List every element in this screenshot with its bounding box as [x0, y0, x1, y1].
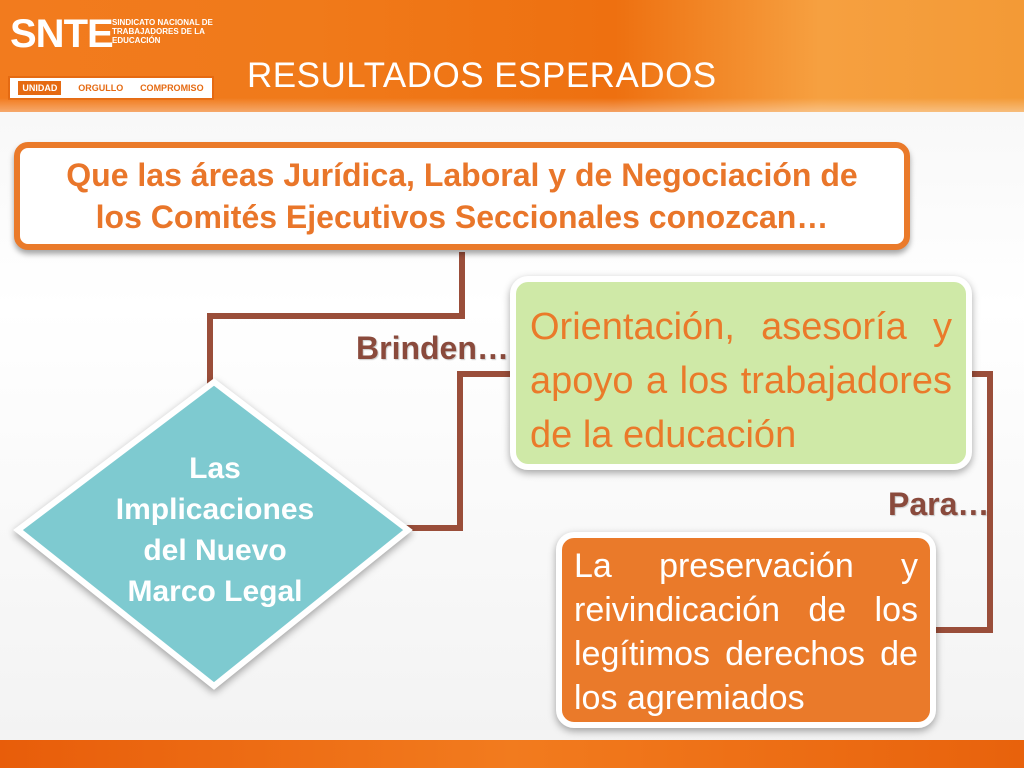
top-statement-box: Que las áreas Jurídica, Laboral y de Negociación de los Comités Ejecutivos Seccionales conozcan… [14, 142, 910, 250]
logo-subtitle: SINDICATO NACIONAL DE TRABAJADORES DE LA EDUCACIÓN [112, 18, 213, 45]
diamond-label: Las Implicaciones del Nuevo Marco Legal [115, 452, 315, 608]
logo-main-text: SNTE [10, 12, 113, 56]
motto-unidad: UNIDAD [18, 81, 61, 95]
orientation-box: Orientación, asesoría y apoyo a los trabajadores de la educación [510, 276, 972, 470]
label-brinden: Brinden… [356, 330, 509, 366]
motto-orgullo: ORGULLO [78, 83, 124, 93]
label-para: Para… [888, 486, 990, 522]
connector-diamond-to-green [402, 374, 512, 528]
footer-bar [0, 740, 1024, 768]
slide-title: RESULTADOS ESPERADOS [247, 56, 717, 95]
motto-compromiso: COMPROMISO [140, 83, 204, 93]
rights-box: La preservación y reivindicación de los legítimos derechos de los agremiados [556, 532, 936, 728]
